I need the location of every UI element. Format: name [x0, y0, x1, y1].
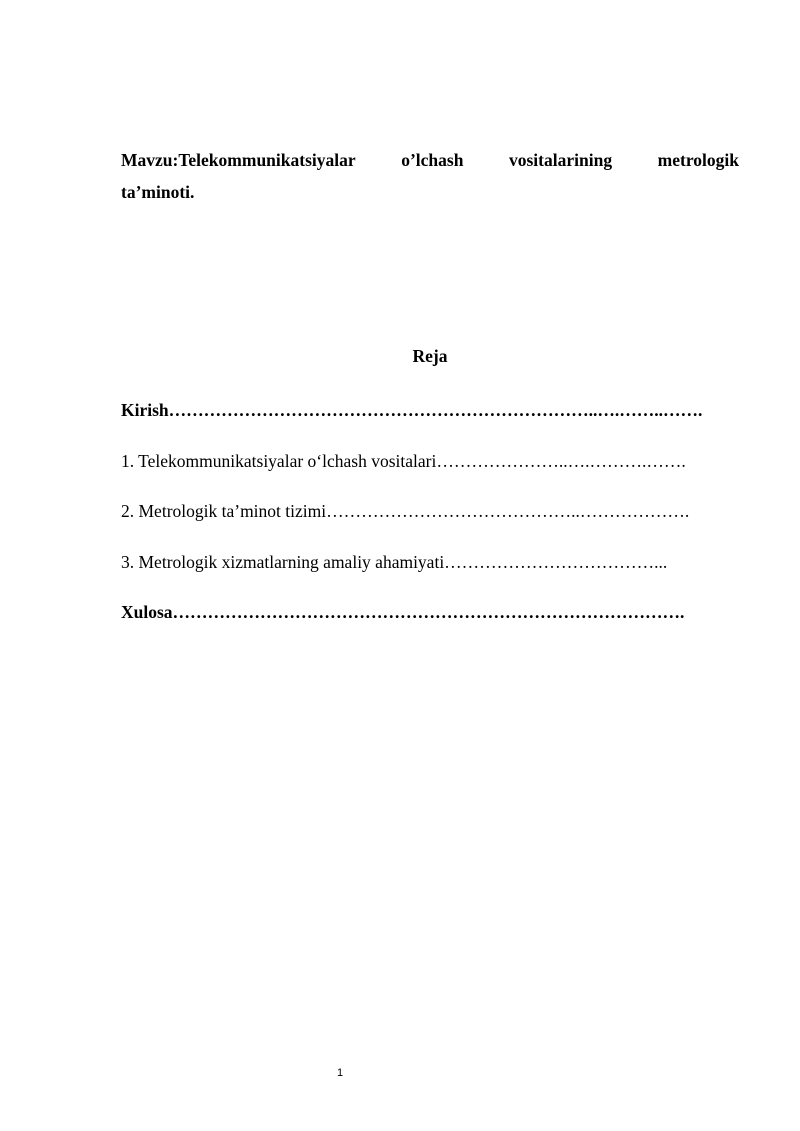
toc-item-1: 1. Telekommunikatsiyalar o‘lchash vositalari…………………..….……….…….: [121, 451, 686, 471]
title-line-1: [121, 144, 739, 176]
title-word: Mavzu:Telekommunikatsiyalar: [121, 150, 356, 170]
page-number: 1: [336, 1067, 344, 1079]
title-word: vositalarining: [509, 150, 613, 170]
document-title: [121, 144, 739, 208]
toc-item-conclusion: Xulosa…………………………………………………………………………….: [121, 602, 685, 622]
title-line-2: ta’minoti.: [121, 182, 195, 202]
plan-heading: Reja: [412, 346, 448, 366]
title-word: o’lchash: [401, 150, 464, 170]
toc-item-3: 3. Metrologik xizmatlarning amaliy ahamiyati………………………………...: [121, 552, 668, 572]
title-word: metrologik: [657, 150, 739, 170]
toc-item-introduction: Kirish………………………………………………………………..….……..…….: [121, 400, 703, 420]
toc-item-2: 2. Metrologik ta’minot tizimi……………………………………..……………….: [121, 501, 690, 521]
